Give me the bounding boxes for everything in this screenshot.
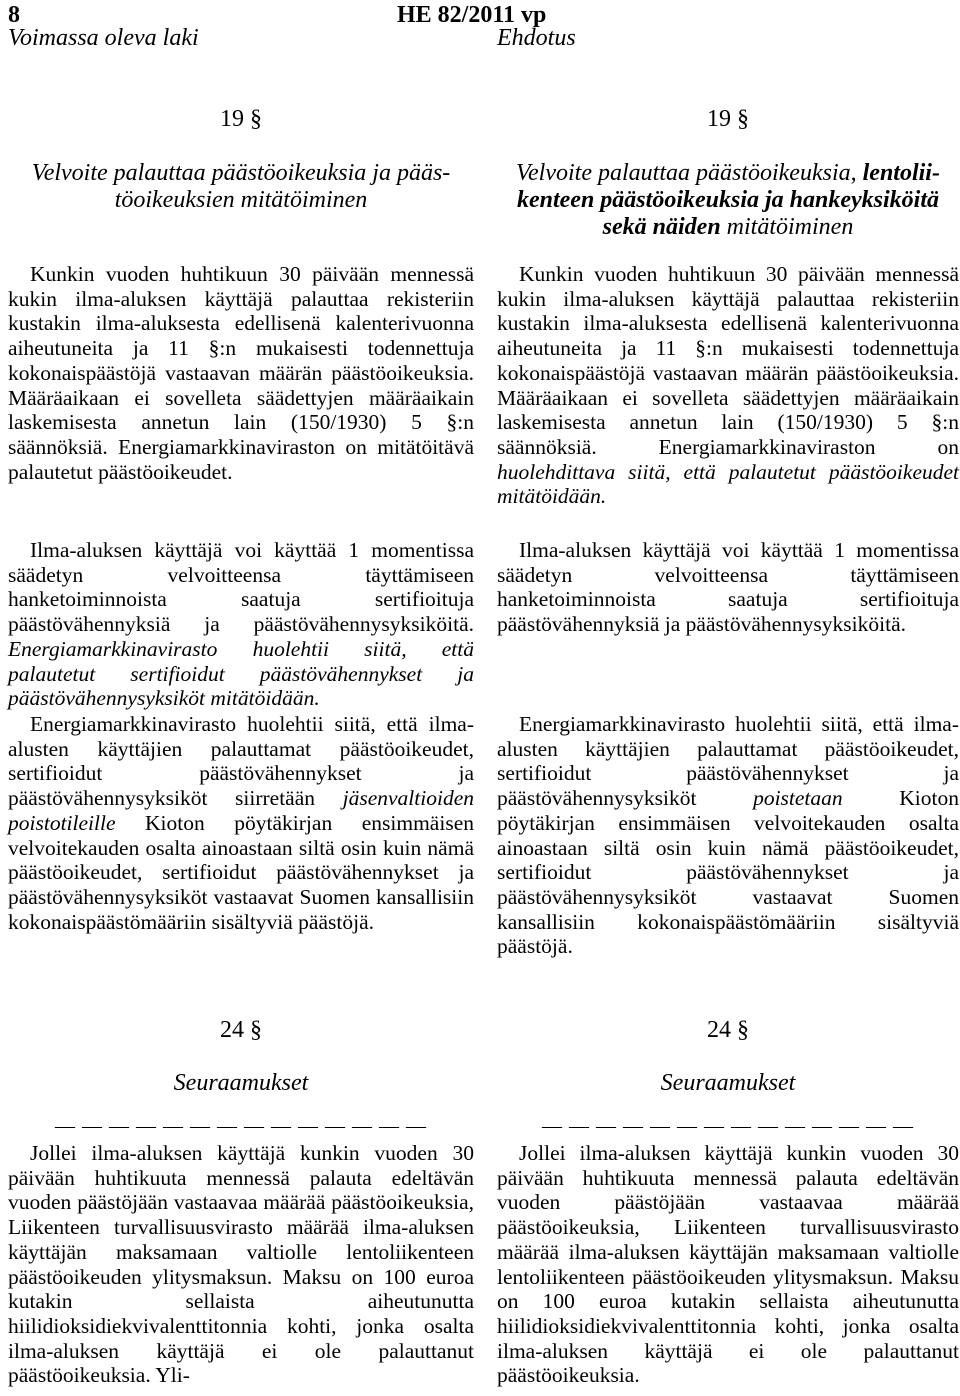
document-id: HE 82/2011 vp: [397, 2, 547, 28]
left-section-24-number: 24 §: [220, 1017, 262, 1043]
right-section-19-title: [497, 160, 959, 241]
left-section-19-title: [8, 160, 474, 214]
right-p1-text: Kunkin vuoden huhtikuun 30 päivään mennessä kukin ilma-aluksen käyttäjä palauttaa rekisteriin kustakin ilma-aluksesta edellisenä kalenterivuonna aiheutuneita ja 11 §:n mukaisesti todennettuja kokonaispäästöjä vastaavan määrän päästöoikeuksia. Määräaikaan ei sovelleta säädettyjen määräaikain laskemisesta annetun lain (150/1930) 5 §:n säännöksiä. Energiamarkkinaviraston on: [497, 262, 959, 459]
left-section-24-title: Seuraamukset: [173, 1070, 309, 1096]
right-title-line-2: [497, 187, 959, 214]
right-p3-text-a: Energiamarkkinavirasto huolehtii siitä, että ilma-alusten käyttäjien palauttamat päästöoikeudet, sertifioidut päästövähennykset ja päästövähennysyksiköt: [497, 712, 959, 811]
right-section-19-number: 19 §: [707, 106, 749, 132]
right-title-line-1: [497, 160, 959, 187]
right-column-heading: Ehdotus: [497, 25, 576, 51]
left-p3-text-a: Energiamarkkinavirasto huolehtii siitä, että ilma-alusten käyttäjien palauttamat päästöoikeudet, sertifioidut päästövähennykset ja päästövähennysyksiköt siirretään: [8, 712, 474, 811]
left-p3-italic: jäsenvaltioiden poistotileille: [8, 786, 474, 835]
right-p1-italic: huolehdittava siitä, että palautetut päästöoikeudet mitätöidään.: [497, 459, 959, 509]
right-title-2-bold: kenteen päästöoikeuksia ja hankeyksiköitä: [516, 187, 939, 213]
left-paragraph-1: Kunkin vuoden huhtikuun 30 päivään mennessä kukin ilma-aluksen käyttäjä palauttaa rekisteriin kustakin ilma-aluksesta edellisenä kalenterivuonna aiheutuneita ja 11 §:n mukaisesti todennettuja kokonaispäästöjä vastaavan määrän päästöoikeuksia. Määräaikaan ei sovelleta säädettyjen määräaikain laskemisesta annetun lain (150/1930) 5 §:n säännöksiä. Energiamarkkinaviraston on mitätöitävä palautetut päästöoikeudet.: [8, 262, 474, 484]
right-paragraph-4: Jollei ilma-aluksen käyttäjä kunkin vuoden 30 päivään huhtikuuta mennessä palauta edeltävän vuoden päästöjään vastaavaa määrää päästöoikeuksia, Liikenteen turvallisuusvirasto määrää ilma-aluksen käyttäjän maksamaan valtiolle lentoliikenteen päästöoikeuden ylitysmaksun. Maksu on 100 euroa kutakin sellaista aiheutunutta hiilidioksidiekvivalenttitonnia kohti, jonka osalta ilma-aluksen käyttäjä ei ole palauttanut päästöoikeuksia.: [497, 1141, 959, 1388]
left-column-heading: Voimassa oleva laki: [8, 25, 199, 51]
right-p3-text-c: Kioton pöytäkirjan ensimmäisen velvoitekauden osalta ainoastaan siltä osin kuin nämä päästöoikeudet, sertifioidut päästövähennykset ja päästövähennysyksiköt vastaavat Suomen kansallisiin kokonaispäästömääriin sisältyviä päästöjä.: [497, 786, 959, 959]
right-section-24-number: 24 §: [707, 1017, 749, 1043]
right-omission-dashes: — — — — — — — — — — — — — —: [542, 1115, 914, 1137]
right-title-3-italic: mitätöiminen: [720, 214, 854, 240]
right-title-1-italic: Velvoite palauttaa päästöoikeuksia,: [516, 160, 863, 186]
left-paragraph-4: Jollei ilma-aluksen käyttäjä kunkin vuoden 30 päivään huhtikuuta mennessä palauta edeltävän vuoden päästöjään vastaavaa määrää päästöoikeuksia, Liikenteen turvallisuusvirasto määrää ilma-aluksen käyttäjän maksamaan valtiolle lentoliikenteen päästöoikeuden ylitysmaksun. Maksu on 100 euroa kutakin sellaista aiheutunutta hiilidioksidiekvivalenttitonnia kohti, jonka osalta ilma-aluksen käyttäjä ei ole palauttanut päästöoikeuksia. Yli-: [8, 1141, 474, 1388]
left-title-line-2: töoikeuksien mitätöiminen: [114, 187, 368, 213]
page-number: 8: [8, 2, 20, 28]
right-title-3-bold: sekä näiden: [602, 214, 721, 240]
right-p3-italic: poistetaan: [753, 786, 843, 811]
right-title-line-3: [497, 214, 959, 241]
left-p2-italic: Energiamarkkinavirasto huolehtii siitä, että palautetut sertifioidut päästövähennykset ja päästövähennysyksiköt mitätöidään.: [8, 636, 474, 711]
left-p2-text: Ilma-aluksen käyttäjä voi käyttää 1 momentissa säädetyn velvoitteensa täyttämiseen hanketoiminnoista saatuja sertifioituja päästövähennyksiä ja päästövähennysyksiköitä.: [8, 538, 474, 637]
left-p3-text-c: Kioton pöytäkirjan ensimmäisen velvoitekauden osalta ainoastaan siltä osin kuin nämä päästöoikeudet, sertifioidut päästövähennykset ja päästövähennysyksiköt vastaavat Suomen kansallisiin kokonaispäästömääriin sisältyviä päästöjä.: [8, 810, 474, 934]
right-paragraph-2: Ilma-aluksen käyttäjä voi käyttää 1 momentissa säädetyn velvoitteensa täyttämiseen hanketoiminnoista saatuja sertifioituja päästövähennyksiä ja päästövähennysyksiköitä.: [497, 538, 959, 637]
right-paragraph-1: [497, 262, 959, 509]
right-title-1-bold: lentolii-: [862, 160, 940, 186]
left-omission-dashes: — — — — — — — — — — — — — —: [55, 1115, 427, 1137]
left-paragraph-2: [8, 538, 474, 711]
right-section-24-title: Seuraamukset: [660, 1070, 796, 1096]
left-title-line-1: Velvoite palauttaa päästöoikeuksia ja pääs-: [31, 160, 451, 186]
right-paragraph-3: [497, 712, 959, 959]
left-paragraph-3: [8, 712, 474, 934]
left-section-19-number: 19 §: [220, 106, 262, 132]
